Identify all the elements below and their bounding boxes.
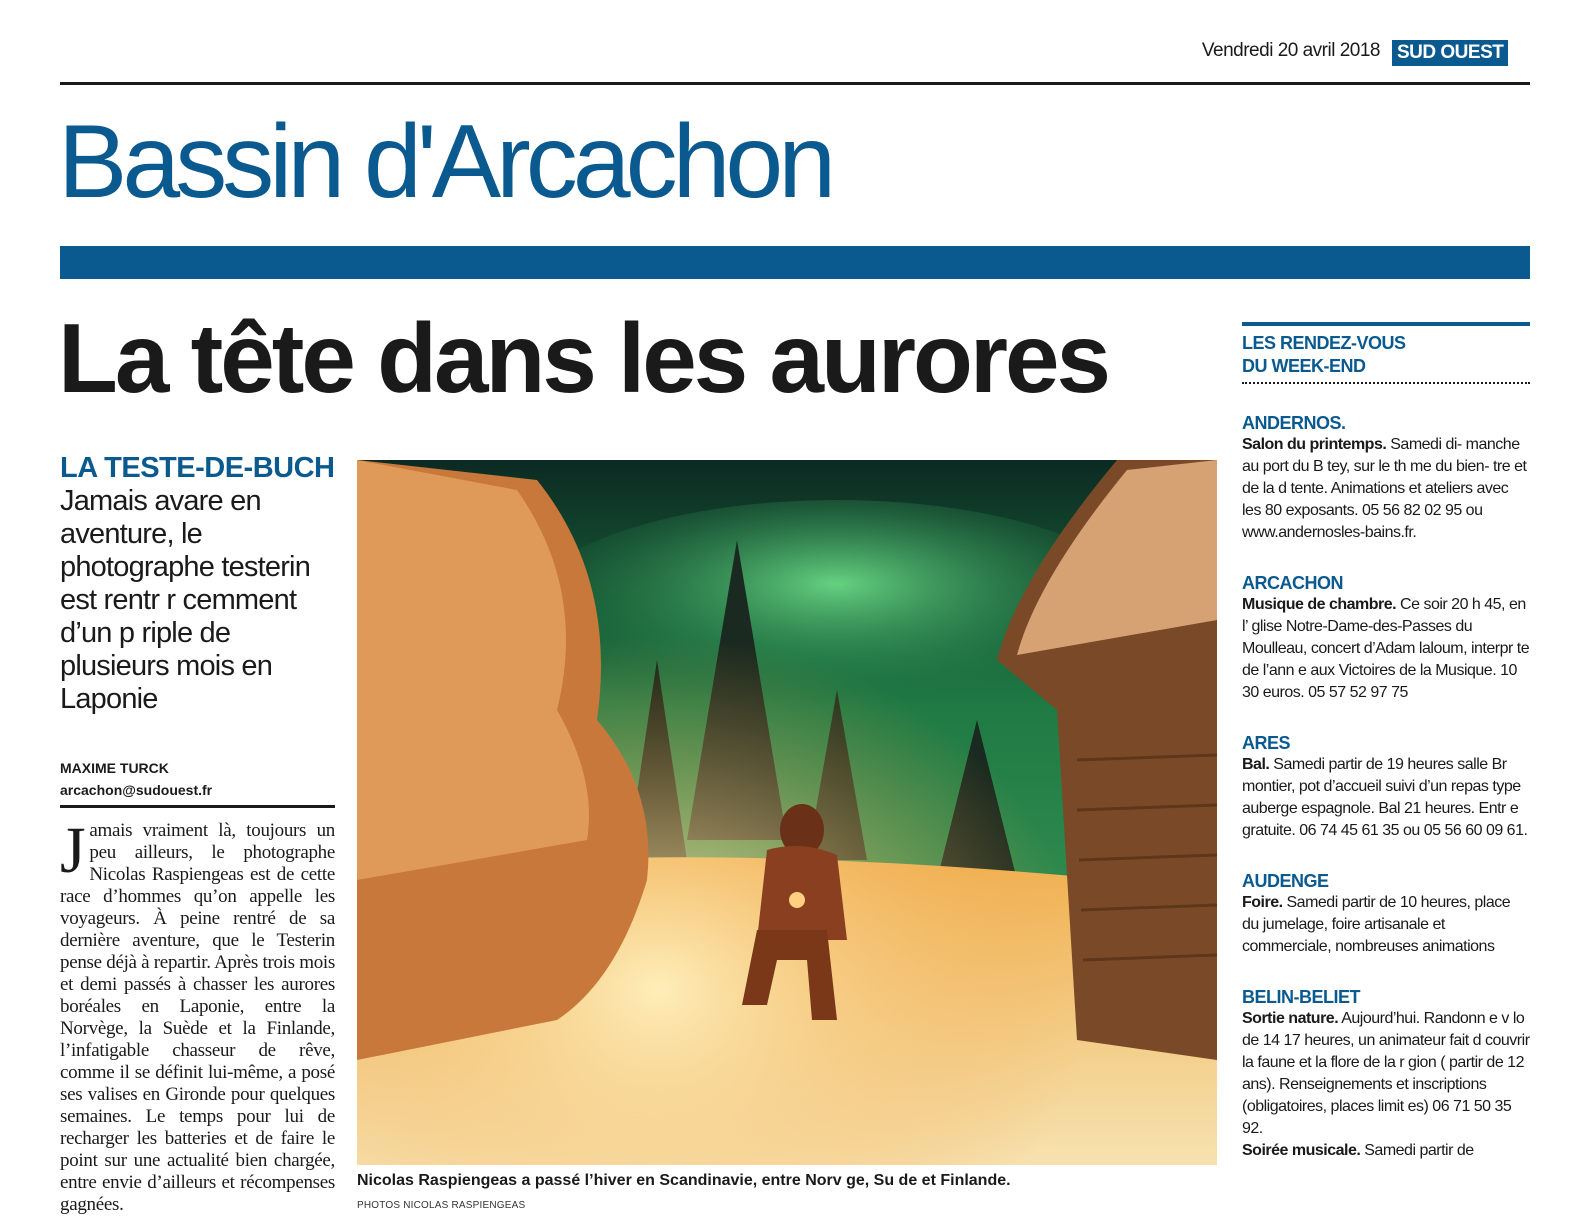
event-details: Samedi di- manche au port du B tey, sur le th me du bien- tre et de la d tente. Animations et ateliers avec les 80 exposants. 05 56 82 02 95 ou www.andernosles-bains.fr. [1242,436,1527,541]
event-item [1242,572,1530,704]
event-town: ARCACHON [1242,573,1343,593]
event-item [1242,732,1530,842]
drop-cap: J [60,814,86,887]
article-body [60,814,335,1216]
event-details: Samedi partir de 10 heures, place du jumelage, foire artisanale et commerciale, nombreuses animations [1242,894,1511,955]
event-town: ANDERNOS. [1242,413,1346,433]
sidebar-top-rule [1242,322,1530,326]
event-item [1242,870,1530,958]
event-town: AUDENGE [1242,871,1329,891]
event-title: Sortie nature. [1242,1010,1339,1027]
sidebar-title [1242,332,1530,378]
event-title: Musique de chambre. [1242,596,1397,613]
photo-credit: PHOTOS NICOLAS RASPIENGEAS [357,1200,526,1211]
event-item [1242,986,1530,1162]
section-bar [60,246,1530,279]
header-rule [60,82,1530,85]
event-details: Aujourd’hui. Randonn e v lo de 14 17 heures, un animateur fait d couvrir la faune et la flore de la r gion ( partir de 12 ans). Renseignements et inscriptions (obligatoires, places limit es) 06 71 50 35 92. [1242,1010,1530,1137]
event-details: Ce soir 20 h 45, en l’ glise Notre-Dame-des-Passes du Moulleau, concert d’Adam laloum, interpr te de l’ann e aux Victoires de la Musique. 10 30 euros. 05 57 52 97 75 [1242,596,1530,701]
lede-kicker: LA TESTE-DE-BUCH [60,452,335,484]
section-title: Bassin d'Arcachon [58,104,832,220]
article-body-text: amais vraiment là, toujours un peu ailleurs, le photographe Nicolas Raspiengeas est de cette race d’hommes qu’on appelle les voyageurs. À peine rentré de sa dernière aventure, que le Testerin pense déjà à repartir. Après trois mois et demi passés à chasser les aurores boréales en Laponie, entre la Norvège, la Suède et la Finlande, l’infatigable chasseur de rêve, comme il se définit lui-même, a posé ses valises en Gironde pour quelques semaines. Le temps pour lui de recharger les batteries et de faire le point sur une actualité bien chargée, entre envie d’ailleurs et récompenses gagnées. [60,820,335,1215]
article-headline: La tête dans les aurores [58,303,1109,413]
event-details: Samedi partir de 19 heures salle Br montier, pot d’accueil suivi d’un repas type auberge espagnole. Bal 21 heures. Entr e gratuite. 06 74 45 61 35 ou 05 56 60 09 61. [1242,756,1528,839]
aurora-photo [357,460,1217,1165]
article-lede [60,452,335,716]
sidebar-dotted-rule [1242,382,1530,384]
event-details: Samedi partir de [1360,1142,1474,1159]
sidebar-title-line-2: DU WEEK-END [1242,356,1366,376]
event-title: Salon du printemps. [1242,436,1387,453]
author-name: MAXIME TURCK [60,760,169,776]
event-title: Foire. [1242,894,1283,911]
newspaper-logo: SUD OUEST [1392,40,1508,66]
photo-caption: Nicolas Raspiengeas a passé l’hiver en Scandinavie, entre Norv ge, Su de et Finlande. [357,1172,1011,1189]
weekend-events-sidebar [1242,322,1530,1162]
lede-text: Jamais avare en aventure, le photographe testerin est rentr r cemment d’un p riple de plusieurs mois en Laponie [60,485,311,715]
aurora-photo-illustration [357,460,1217,1165]
event-title: Bal. [1242,756,1270,773]
event-town: BELIN-BELIET [1242,987,1360,1007]
author-email: arcachon@sudouest.fr [60,782,213,798]
event-town: ARES [1242,733,1291,753]
issue-date: Vendredi 20 avril 2018 [1201,40,1380,61]
event-title: Soirée musicale. [1242,1142,1361,1159]
event-item [1242,412,1530,544]
sidebar-title-line-1: LES RENDEZ-VOUS [1242,333,1406,353]
byline-rule [60,805,335,808]
